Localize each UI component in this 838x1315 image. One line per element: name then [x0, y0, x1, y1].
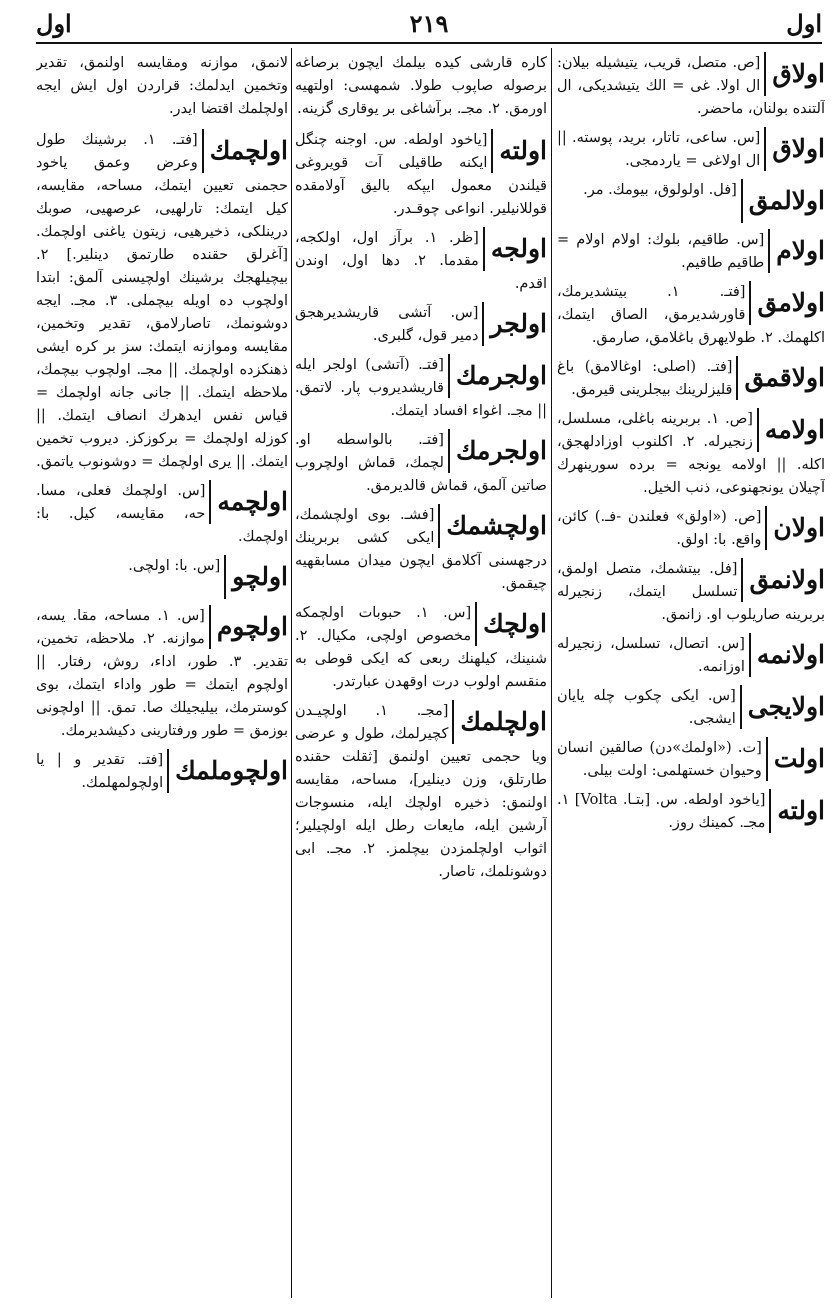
definition: [فشـ. بوى اولچشمك، ايكى كشى بربرينك درجهسنى آكلامق ايچون ميدان مسابقهيه چيقمق. — [295, 507, 547, 592]
dictionary-entry — [557, 52, 825, 121]
definition: [فتـ. ۱. بيتشديرمك، قاورشديرمق، الصاق ايتمك، اكلهمك. ۲. طولايهرق باغلامق، صارمق. — [557, 284, 825, 346]
headword: اولچلمك — [452, 700, 547, 744]
dictionary-entry — [557, 281, 825, 350]
headword: اولالمق — [741, 179, 825, 223]
headword: اولاق — [764, 127, 825, 171]
dictionary-entry — [557, 179, 825, 223]
dictionary-entry — [295, 602, 547, 694]
definition: [ظر. ۱. برآز اول، اولكجه، مقدما. ۲. دها اول، اوندن اقدم. — [295, 230, 547, 292]
headword: اولامه — [757, 408, 825, 452]
definition: [س. ۱. مساحه، مقا. يسه، موازنه. ۲. ملاحظه، تخمين، تقدير. ۳. طور، اداء، روش، رفتار. || اولچوم ايتمك = طور واداء ايتمك، بوى كوسترمك، بيليجيلك صا. تمق. || اولچونى بوزمق = طور ورفتارينى دكيشديرمك. — [36, 608, 288, 739]
dictionary-entry — [36, 555, 288, 599]
dictionary-entry — [557, 506, 825, 552]
dictionary-entry — [557, 737, 825, 783]
headword: اولت — [766, 737, 825, 781]
headword: اولانمه — [749, 633, 825, 677]
headword: اولچوملمك — [167, 749, 288, 793]
headword: اولچوم — [209, 605, 288, 649]
definition: [س. طاقيم، بلوك: اولام اولام = طاقيم طاقيم. — [557, 232, 765, 271]
definition: [ص. ۱. بربرينه باغلى، مسلسل، زنجيرله. ۲. اكلنوب اوزادلهجق، اكله. || اولامه يونجه = برده سورينهرك آچيلان يونجهنوعى، ذنب الخيل. — [557, 411, 825, 496]
column-left — [36, 52, 288, 1302]
dictionary-entry — [557, 558, 825, 627]
headword: اولته — [769, 789, 825, 833]
definition: [فتـ. (آتشى) اولجر ايله قاريشديروب پار. لاتمق. || مجـ. اغواء افساد ايتمك. — [295, 357, 547, 419]
definition: [س. اولچمك فعلى، مسا. حه، مقايسه، كيل. با: اولچمك. — [36, 483, 288, 545]
headword: اولجر — [482, 302, 547, 346]
headword: اولان — [765, 506, 825, 550]
dictionary-entry — [295, 227, 547, 296]
dictionary-entry — [557, 229, 825, 275]
headword: اولته — [491, 129, 547, 173]
column-divider — [551, 48, 552, 1298]
definition: [ص. («اولق» فعلندن -فـ.) كائن، واقع. با: اولق. — [557, 509, 762, 548]
definition: [س. آتشى قاريشديرهجق دمير قول، گلبرى. — [295, 305, 479, 344]
definition: [فتـ. بالواسطه او. لچمك، قماش اولچروب صاتين آلمق، قماش قالديرمق. — [295, 432, 547, 494]
header-guide-word-right: اول — [786, 8, 822, 38]
column-divider — [291, 48, 292, 1298]
headword: اولچمك — [202, 129, 288, 173]
headword: اولامق — [749, 281, 825, 325]
continued-definition: كاره قارشى كيده بيلمك ايچون برصاغه برصوله صاپوب طولا. شمهسى: اولتهيه اورمق. ۲. مجـ. برآشاغى بر يوقارى گزينه. — [295, 55, 547, 117]
dictionary-entry — [36, 129, 288, 474]
headword: اولجرمك — [448, 354, 547, 398]
definition: [س. ۱. حبوبات اولچمكه مخصوص اولچى، مكيال. ۲. شنينك، كيلهنك ربعى كه ايكى قوطى به منقسم اولوب درت اوقهدن عبارتدر. — [295, 605, 547, 690]
definition: [فتـ. (اصلى: اوغالامق) باغ قليزلرينك بيجلرينى قيرمق. — [557, 359, 733, 398]
headword: اولجرمك — [448, 429, 547, 473]
definition: [س. ساعى، تاتار، بريد، پوسته. || ال اولاغى = ياردمجى. — [557, 130, 761, 169]
dictionary-entry — [295, 302, 547, 348]
dictionary-entry — [557, 633, 825, 679]
dictionary-entry — [295, 354, 547, 423]
definition: [س. اتصال، تسلسل، زنجيرله اوزانمه. — [557, 636, 745, 675]
headword: اولجه — [483, 227, 547, 271]
definition: [فتـ. ۱. برشينك طول وعرض وعمق ياخود حجمنى تعيين ايتمك، مساحه، مقايسه، كيل ايتمك: تارلهيى، عرصهيى، صوبك درينلكى، ذخيرهيى، زيتون ياغنى اولچمك. [آغرلق حقنده طارتمق دينلير.] ۲. بيچيلهجك برشينك اولچيسنى آلمق: ابتدا اولچوب ده اويله بيچملى. ۳. مجـ. ايجه دوشونمك، تاصارلامق، تقدير وتخمين، مقايسه وموازنه ايتمك: سز بر كره ايشى ذهنكزده اولچمك. || مجـ. اولچوب بيچمك، ملاحظه ايتمك. || جانى جانه اولچمك = قياس نفس ايدهرك انصاف ايتمك. || كوزله اولچمك = بركوزكز. ديروب تخمين ايتمك. || يرى اولچمك = دوشونوب ياتمق. — [36, 132, 288, 470]
dictionary-entry — [295, 700, 547, 884]
dictionary-entry — [557, 789, 825, 835]
dictionary-entry — [36, 749, 288, 795]
definition: [س. ايكى چكوب چله يايان ايشجى. — [557, 688, 736, 727]
dictionary-entry — [557, 408, 825, 500]
definition: [فل. اولولوق، بيومك. مر. — [583, 182, 737, 198]
headword: اولام — [768, 229, 825, 273]
headword: اولاقمق — [736, 356, 825, 400]
column-middle — [295, 52, 547, 1302]
definition: [س. با: اولچى. — [128, 558, 221, 574]
definition: [ياخود اولطه. س. اوجنه چنگل ايكنه طاقيلى آت قويروغى قيلندن معمول ايپكه باليق آولامقده قوللانيلير. انواعى چوقـدر. — [295, 132, 547, 217]
page-number: ۲۱۹ — [409, 8, 449, 38]
dictionary-entry — [36, 605, 288, 743]
definition: [فل. بيتشمك، متصل اولمق، تسلسل ايتمك، زنجيرله بربرينه صاريلوب او. زانمق. — [557, 561, 825, 623]
definition: [ص. متصل، قريب، يتيشيله بيلان: ال اولا. غى = الك يتيشديكى، ال آلتنده بولنان، ماحضر. — [557, 55, 825, 117]
headword: اولچو — [224, 555, 288, 599]
definition: [فتـ. تقدير و | يا اولچولمهلمك. — [36, 752, 164, 791]
header-rule — [36, 42, 822, 44]
headword: اولانمق — [741, 558, 825, 602]
headword: اولچمه — [209, 480, 288, 524]
dictionary-entry — [557, 356, 825, 402]
dictionary-entry — [36, 480, 288, 549]
column-right — [557, 52, 825, 1302]
headword: اولاق — [764, 52, 825, 96]
headword: اولچشمك — [438, 504, 547, 548]
dictionary-entry — [557, 127, 825, 173]
dictionary-entry — [557, 685, 825, 731]
definition: [ت. («اولمك»دن) صالقين انسان وحيوان خستهلمى: اولت بيلى. — [557, 740, 762, 779]
definition: [ياخود اولطه. س. [بتـا. Volta] ۱. مجـ. كمينك روز. — [557, 792, 766, 831]
continued-definition: لانمق، موازنه ومقايسه اولنمق، تقدير وتخمين ايدلمك: قراردن اول ايش ايجه اولچلمك اقتضا ايدر. — [36, 55, 288, 117]
headword: اولچك — [475, 602, 547, 646]
dictionary-entry — [295, 129, 547, 221]
definition: [مجـ. ۱. اولچيـدن كچيرلمك، طول و عرضى ويا حجمى تعيين اولنمق [ثقلت حقنده طارتلق، وزن دينلير]، مساحه، مقايسه اولنمق: ذخيره اولچك ايله، منسوجات آرشين ايله، مايعات رطل ايله اولچيلير؛ اثواب اولچلمزدن بيچلمز. ۲. مجـ. ابى دوشونلمك، تاصار. — [295, 703, 547, 880]
headword: اولايجى — [740, 685, 825, 729]
header-guide-word-left: اول — [36, 8, 72, 38]
dictionary-entry — [295, 429, 547, 498]
dictionary-entry — [295, 504, 547, 596]
page-header — [36, 6, 822, 40]
